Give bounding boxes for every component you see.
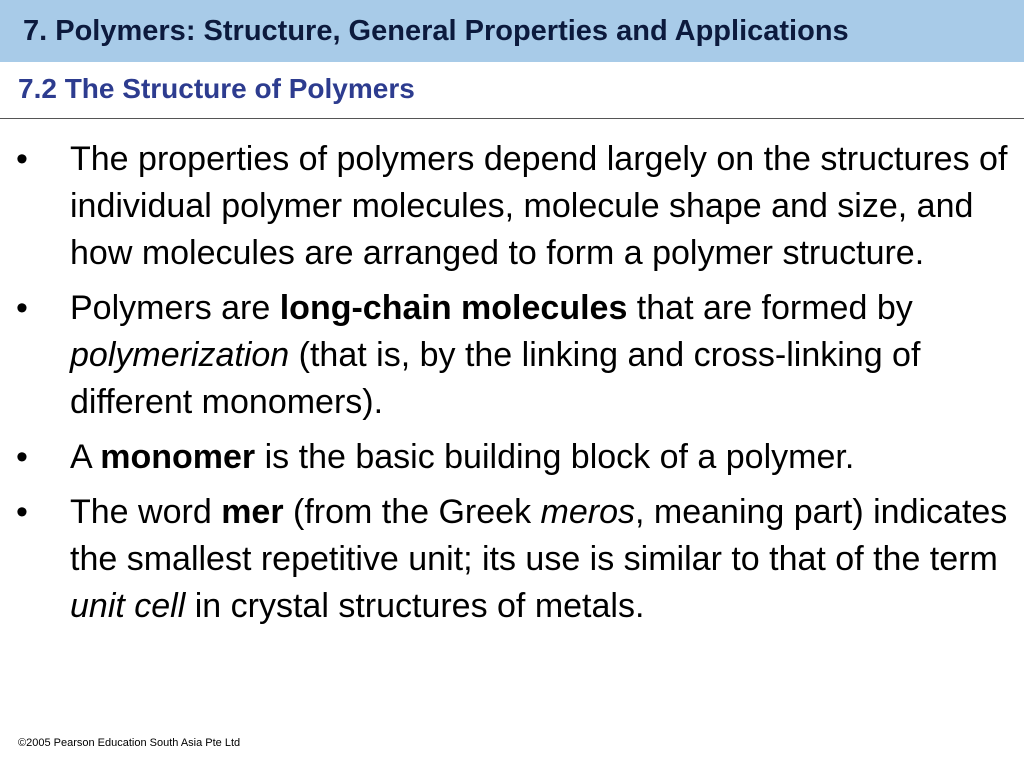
bullet-item xyxy=(0,489,1024,630)
bullet-text: (from the Greek xyxy=(283,493,541,531)
bullet-item xyxy=(0,136,1024,277)
bullet-text: , meaning part) indicates the smallest repetitive unit; its use is similar to that of the term xyxy=(70,493,1008,578)
bullet-icon: • xyxy=(16,289,28,327)
copyright-footer: ©2005 Pearson Education South Asia Pte Ltd xyxy=(18,737,241,749)
bold-term: mer xyxy=(221,493,284,531)
bullet-text: Polymers are xyxy=(70,289,280,327)
bullet-list xyxy=(0,136,1024,638)
italic-term: polymerization xyxy=(70,336,290,374)
bullet-icon: • xyxy=(16,493,28,531)
italic-term: unit cell xyxy=(70,587,186,625)
bullet-text: (that is, by the linking and cross-linking of different monomers). xyxy=(70,336,921,421)
italic-term: meros xyxy=(540,493,635,531)
slide-title: 7. Polymers: Structure, General Properties and Applications xyxy=(23,15,849,47)
bullet-icon: • xyxy=(16,438,28,476)
slide-header xyxy=(0,0,1024,119)
section-title: 7.2 The Structure of Polymers xyxy=(18,73,415,104)
bullet-text: is the basic building block of a polymer. xyxy=(255,438,855,476)
bullet-item xyxy=(0,434,1024,481)
bullet-text: The word xyxy=(70,493,222,531)
bullet-icon: • xyxy=(16,140,28,178)
bold-term: monomer xyxy=(100,438,256,476)
bullet-text: in crystal structures of metals. xyxy=(185,587,645,625)
bold-term: long-chain molecules xyxy=(279,289,628,327)
bullet-text: A xyxy=(70,438,101,476)
header-divider xyxy=(0,118,1024,119)
bullet-text: The properties of polymers depend largely on the structures of individual polymer molecules, molecule shape and size, and how molecules are arranged to form a polymer structure. xyxy=(70,140,1008,272)
bullet-item xyxy=(0,285,1024,426)
bullet-text: that are formed by xyxy=(627,289,913,327)
